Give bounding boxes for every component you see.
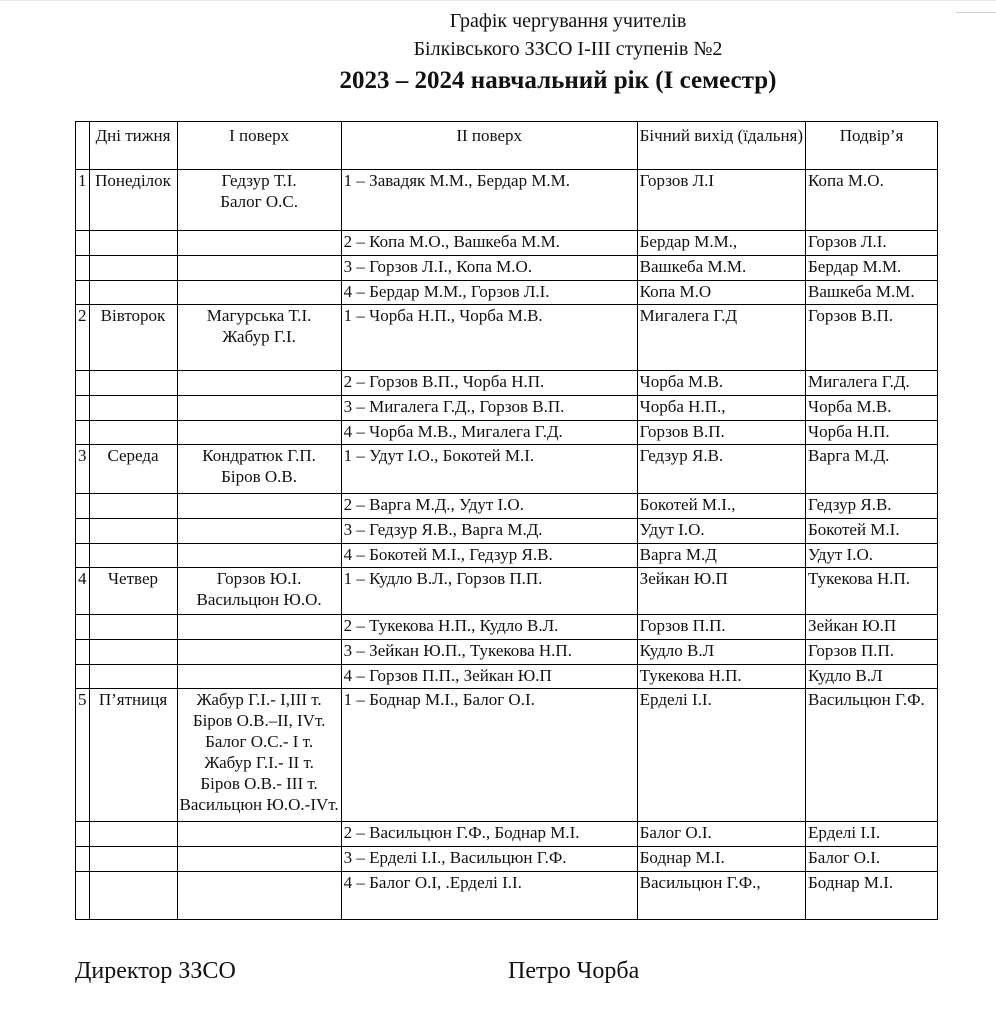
yard-duty: Балог О.І. [806,847,938,872]
empty-cell [76,396,90,421]
empty-cell [89,847,177,872]
floor2-duty: 1 – Чорба Н.П., Чорба М.В. [341,305,637,371]
side-exit-duty: Кудло В.Л [637,640,805,665]
floor1-duty [177,445,341,494]
empty-cell [177,847,341,872]
empty-cell [89,640,177,665]
empty-cell [76,421,90,445]
floor1-duty [177,305,341,371]
table-row [76,371,938,396]
yard-duty: Бердар М.М. [806,256,938,281]
empty-cell [177,640,341,665]
floor1-teacher: Горзов Ю.І. [216,569,302,588]
empty-cell [89,421,177,445]
floor1-teacher: Жабур Г.І.- ІІ т. [204,753,314,772]
floor1-duty [177,170,341,231]
floor2-duty: 3 – Горзов Л.І., Копа М.О. [341,256,637,281]
empty-cell [177,519,341,544]
floor2-duty: 3 – Зейкан Ю.П., Тукекова Н.П. [341,640,637,665]
table-header-row [76,122,938,170]
side-exit-duty: Васильцюн Г.Ф., [637,872,805,920]
table-row [76,665,938,689]
empty-cell [177,281,341,305]
yard-duty: Ерделі І.І. [806,822,938,847]
yard-duty: Васильцюн Г.Ф. [806,689,938,822]
empty-cell [89,822,177,847]
empty-cell [76,822,90,847]
side-exit-duty: Ерделі І.І. [637,689,805,822]
header-floor1: І поверх [177,122,341,170]
yard-duty: Чорба Н.П. [806,421,938,445]
empty-cell [76,519,90,544]
side-exit-duty: Варга М.Д [637,544,805,568]
side-exit-duty: Копа М.О [637,281,805,305]
day-number: 1 [76,170,90,231]
day-number: 4 [76,568,90,615]
empty-cell [177,256,341,281]
empty-cell [76,640,90,665]
table-row [76,568,938,615]
side-exit-duty: Балог О.І. [637,822,805,847]
side-exit-duty: Бокотей М.І., [637,494,805,519]
floor2-duty: 2 – Васильцюн Г.Ф., Боднар М.І. [341,822,637,847]
side-exit-duty: Горзов В.П. [637,421,805,445]
floor1-teacher: Васильцюн Ю.О.-ІVт. [179,795,339,814]
side-exit-duty: Тукекова Н.П. [637,665,805,689]
header-floor2: ІІ поверх [341,122,637,170]
yard-duty: Тукекова Н.П. [806,568,938,615]
day-number: 2 [76,305,90,371]
floor2-duty: 3 – Гедзур Я.В., Варга М.Д. [341,519,637,544]
yard-duty: Варга М.Д. [806,445,938,494]
empty-cell [89,872,177,920]
floor1-duty [177,568,341,615]
empty-cell [177,494,341,519]
yard-duty: Боднар М.І. [806,872,938,920]
empty-cell [89,519,177,544]
empty-cell [76,665,90,689]
yard-duty: Горзов Л.І. [806,231,938,256]
table-row [76,822,938,847]
empty-cell [177,872,341,920]
side-exit-duty: Горзов П.П. [637,615,805,640]
side-exit-duty: Боднар М.І. [637,847,805,872]
floor2-duty: 4 – Чорба М.В., Мигалега Г.Д. [341,421,637,445]
floor1-teacher: Біров О.В. [221,467,298,486]
day-name: Середа [89,445,177,494]
day-name: Четвер [89,568,177,615]
floor1-teacher: Балог О.С. [220,192,298,211]
side-exit-duty: Горзов Л.І [637,170,805,231]
empty-cell [177,396,341,421]
floor2-duty: 1 – Кудло В.Л., Горзов П.П. [341,568,637,615]
yard-duty: Горзов П.П. [806,640,938,665]
floor1-teacher: Гедзур Т.І. [221,171,297,190]
side-exit-duty: Чорба Н.П., [637,396,805,421]
table-row [76,445,938,494]
side-exit-duty: Гедзур Я.В. [637,445,805,494]
side-exit-duty: Бердар М.М., [637,231,805,256]
empty-cell [177,665,341,689]
table-row [76,396,938,421]
header-day: Дні тижня [89,122,177,170]
side-exit-duty: Чорба М.В. [637,371,805,396]
table-row [76,231,938,256]
empty-cell [89,615,177,640]
day-number: 3 [76,445,90,494]
side-exit-duty: Мигалега Г.Д [637,305,805,371]
empty-cell [76,371,90,396]
table-row [76,847,938,872]
table-row [76,640,938,665]
empty-cell [177,421,341,445]
header-side-exit: Бічний вихід (їдальня) [637,122,805,170]
empty-cell [89,281,177,305]
floor2-duty: 2 – Варга М.Д., Удут І.О. [341,494,637,519]
empty-cell [89,665,177,689]
yard-duty: Гедзур Я.В. [806,494,938,519]
title-line-2: Білківського ЗЗСО І-ІІІ ступенів №2 [413,38,723,60]
empty-cell [76,231,90,256]
floor2-duty: 2 – Копа М.О., Вашкеба М.М. [341,231,637,256]
day-number: 5 [76,689,90,822]
floor1-teacher: Васильцюн Ю.О. [196,590,322,609]
yard-duty: Копа М.О. [806,170,938,231]
empty-cell [89,371,177,396]
day-name: П’ятниця [89,689,177,822]
floor2-duty: 1 – Завадяк М.М., Бердар М.М. [341,170,637,231]
floor2-duty: 4 – Бердар М.М., Горзов Л.І. [341,281,637,305]
footer-position: Директор ЗЗСО [75,958,236,984]
floor1-teacher: Кондратюк Г.П. [202,446,316,465]
table-row [76,519,938,544]
floor1-teacher: Жабур Г.І.- І,ІІІ т. [196,690,322,709]
floor1-duty [177,689,341,822]
yard-duty: Бокотей М.І. [806,519,938,544]
empty-cell [76,281,90,305]
yard-duty: Мигалега Г.Д. [806,371,938,396]
title-line-3: 2023 – 2024 навчальний рік (І семестр) [339,67,777,94]
floor1-teacher: Біров О.В.- ІІІ т. [200,774,318,793]
floor2-duty: 2 – Тукекова Н.П., Кудло В.Л. [341,615,637,640]
table-row [76,615,938,640]
floor2-duty: 2 – Горзов В.П., Чорба Н.П. [341,371,637,396]
side-exit-duty: Зейкан Ю.П [637,568,805,615]
header-num [76,122,90,170]
yard-duty: Кудло В.Л [806,665,938,689]
empty-cell [177,544,341,568]
floor1-teacher: Магурська Т.І. [206,306,312,325]
floor2-duty: 4 – Бокотей М.І., Гедзур Я.В. [341,544,637,568]
yard-duty: Зейкан Ю.П [806,615,938,640]
empty-cell [76,256,90,281]
side-exit-duty: Удут І.О. [637,519,805,544]
table-row [76,494,938,519]
floor1-teacher: Біров О.В.–ІІ, ІVт. [192,711,326,730]
page-top-edge [0,0,996,1]
table-row [76,281,938,305]
empty-cell [89,231,177,256]
empty-cell [89,494,177,519]
table-row [76,170,938,231]
floor2-duty: 3 – Мигалега Г.Д., Горзов В.П. [341,396,637,421]
day-name: Вівторок [89,305,177,371]
yard-duty: Чорба М.В. [806,396,938,421]
empty-cell [177,231,341,256]
duty-schedule-table [75,121,938,920]
floor2-duty: 4 – Горзов П.П., Зейкан Ю.П [341,665,637,689]
yard-duty: Вашкеба М.М. [806,281,938,305]
day-name: Понеділок [89,170,177,231]
empty-cell [76,847,90,872]
floor2-duty: 3 – Ерделі І.І., Васильцюн Г.Ф. [341,847,637,872]
floor1-teacher: Балог О.С.- І т. [205,732,314,751]
empty-cell [76,615,90,640]
table-row [76,421,938,445]
floor2-duty: 1 – Боднар М.І., Балог О.І. [341,689,637,822]
side-exit-duty: Вашкеба М.М. [637,256,805,281]
title-line-1: Графік чергування учителів [449,10,687,32]
empty-cell [76,544,90,568]
empty-cell [76,872,90,920]
table-row [76,305,938,371]
empty-cell [89,544,177,568]
table-row [76,689,938,822]
empty-cell [89,396,177,421]
floor1-teacher: Жабур Г.І. [222,327,296,346]
empty-cell [177,371,341,396]
table-row [76,544,938,568]
floor2-duty: 4 – Балог О.І, .Ерделі І.І. [341,872,637,920]
empty-cell [89,256,177,281]
yard-duty: Удут І.О. [806,544,938,568]
empty-cell [177,822,341,847]
table-row [76,256,938,281]
footer-name: Петро Чорба [508,958,640,984]
floor2-duty: 1 – Удут І.О., Бокотей М.І. [341,445,637,494]
table-row [76,872,938,920]
empty-cell [177,615,341,640]
header-yard: Подвір’я [806,122,938,170]
empty-cell [76,494,90,519]
yard-duty: Горзов В.П. [806,305,938,371]
